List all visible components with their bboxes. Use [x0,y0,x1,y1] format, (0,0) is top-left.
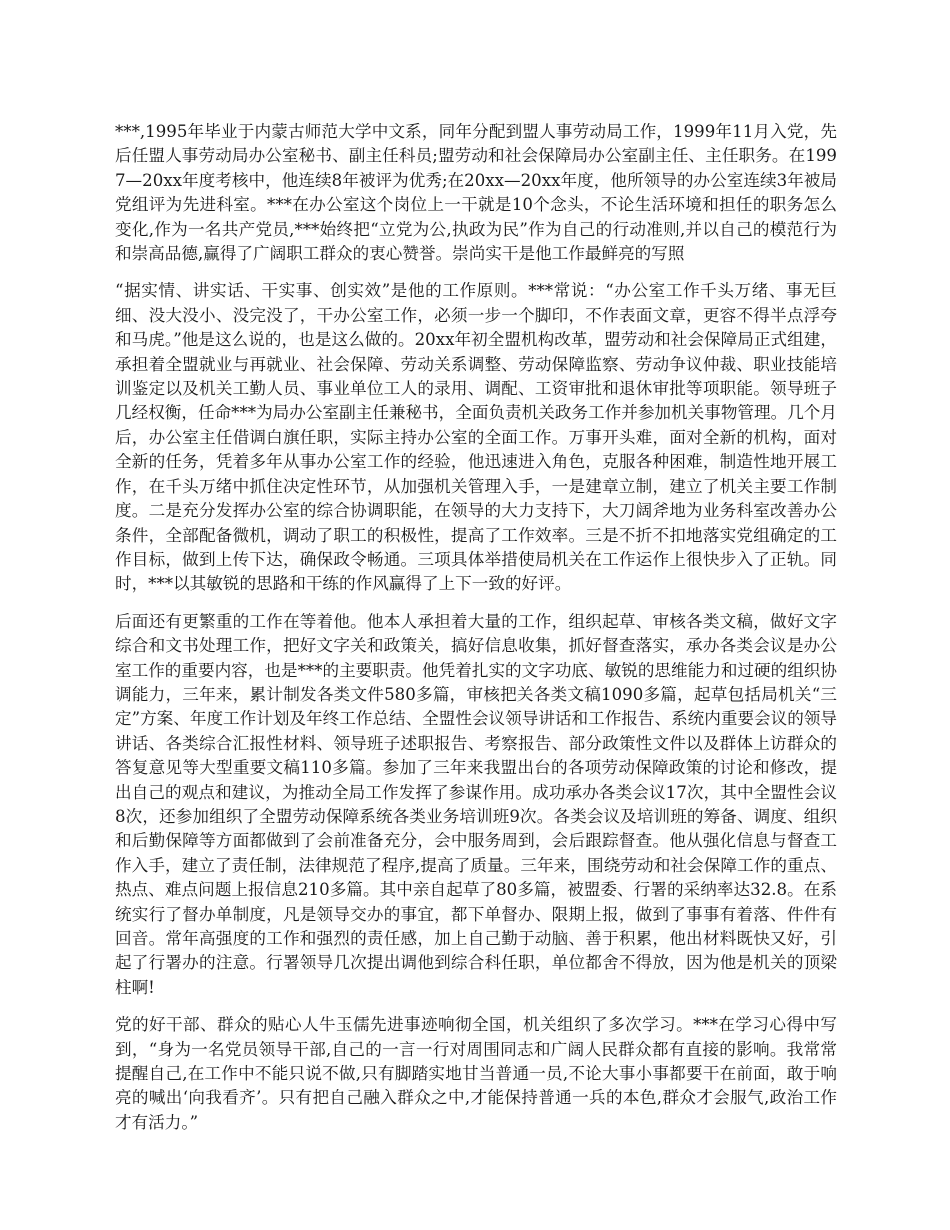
paragraph-4: 党的好干部、群众的贴心人牛玉儒先进事迹响彻全国，机关组织了多次学习。***在学习心得中写到，“身为一名党员领导干部,自己的一言一行对周围同志和广阔人民群众都有直接的影响。我常常提醒自己,在工作中不能只说不做,只有脚踏实地甘当普通一员,不论大事小事都要干在前面，敢于响亮的喊出‘向我看齐’。只有把自己融入群众之中,才能保持普通一兵的本色,群众才会服气,政治工作才有活力。” [115,1015,837,1132]
paragraph-1: ***,1995年毕业于内蒙古师范大学中文系，同年分配到盟人事劳动局工作，1999年11月入党，先后任盟人事劳动局办公室秘书、副主任科员;盟劳动和社会保障局办公室副主任、主任职务。在1997—20xx年度考核中，他连续8年被评为优秀;在20xx—20xx年度，他所领导的办公室连续3年被局党组评为先进科室。***在办公室这个岗位上一干就是10个念头，不论生活环境和担任的职务怎么变化,作为一名共产党员,***始终把“立党为公,执政为民”作为自己的行动准则,并以自己的模范行为和崇高品德,赢得了广阔职工群众的衷心赞誉。崇尚实干是他工作最鲜亮的写照 [115,122,837,264]
paragraph-2: “据实情、讲实话、干实事、创实效”是他的工作原则。***常说：“办公室工作千头万绪、事无巨细、没大没小、没完没了，干办公室工作，必须一步一个脚印，不作表面文章，更容不得半点浮夸和马虎。”他是这么说的，也是这么做的。20xx年初全盟机构改革，盟劳动和社会保障局正式组建，承担着全盟就业与再就业、社会保障、劳动关系调整、劳动保障监察、劳动争议仲裁、职业技能培训鉴定以及机关工勤人员、事业单位工人的录用、调配、工资审批和退休审批等项职能。领导班子几经权衡，任命***为局办公室副主任兼秘书，全面负责机关政务工作并参加机关事物管理。几个月后，办公室主任借调白旗任职，实际主持办公室的全面工作。万事开头难，面对全新的机构，面对全新的任务，凭着多年从事办公室工作的经验，他迅速进入角色，克服各种困难，制造性地开展工作，在千头万绪中抓住决定性环节，从加强机关管理入手，一是建章立制，建立了机关主要工作制度。二是充分发挥办公室的综合协调职能，在领导的大力支持下，大刀阔斧地为业务科室改善办公条件，全部配备微机，调动了职工的积极性，提高了工作效率。三是不折不扣地落实党组确定的工作目标，做到上传下达，确保政令畅通。三项具体举措使局机关在工作运作上很快步入了正轨。同时，***以其敏锐的思路和干练的作风赢得了上下一致的好评。 [115,281,837,594]
paragraph-3: 后面还有更繁重的工作在等着他。他本人承担着大量的工作，组织起草、审核各类文稿，做好文字综合和文书处理工作，把好文字关和政策关，搞好信息收集，抓好督查落实，承办各类会议是办公室工作的重要内容，也是***的主要职责。他凭着扎实的文字功底、敏锐的思维能力和过硬的组织协调能力，三年来，累计制发各类文件580多篇，审核把关各类文稿1090多篇，起草包括局机关“三定”方案、年度工作计划及年终工作总结、全盟性会议领导讲话和工作报告、系统内重要会议的领导讲话、各类综合汇报性材料、领导班子述职报告、考察报告、部分政策性文件以及群体上访群众的答复意见等大型重要文稿110多篇。参加了三年来我盟出台的各项劳动保障政策的讨论和修改，提出自己的观点和建议，为推动全局工作发挥了参谋作用。成功承办各类会议17次，其中全盟性会议8次，还参加组织了全盟劳动保障系统各类业务培训班9次。各类会议及培训班的筹备、调度、组织和后勤保障等方面都做到了会前准备充分，会中服务周到，会后跟踪督查。他从强化信息与督查工作入手，建立了责任制，法律规范了程序,提高了质量。三年来，围绕劳动和社会保障工作的重点、热点、难点问题上报信息210多篇。其中亲自起草了80多篇，被盟委、行署的采纳率达32.8。在系统实行了督办单制度，凡是领导交办的事宜，都下单督办、限期上报，做到了事事有着落、件件有回音。常年高强度的工作和强烈的责任感，加上自己勤于动脑、善于积累，他出材料既快又好，引起了行署办的注意。行署领导几次提出调他到综合科任职，单位都舍不得放，因为他是机关的顶梁柱啊! [115,611,838,997]
document-body [115,120,837,1148]
